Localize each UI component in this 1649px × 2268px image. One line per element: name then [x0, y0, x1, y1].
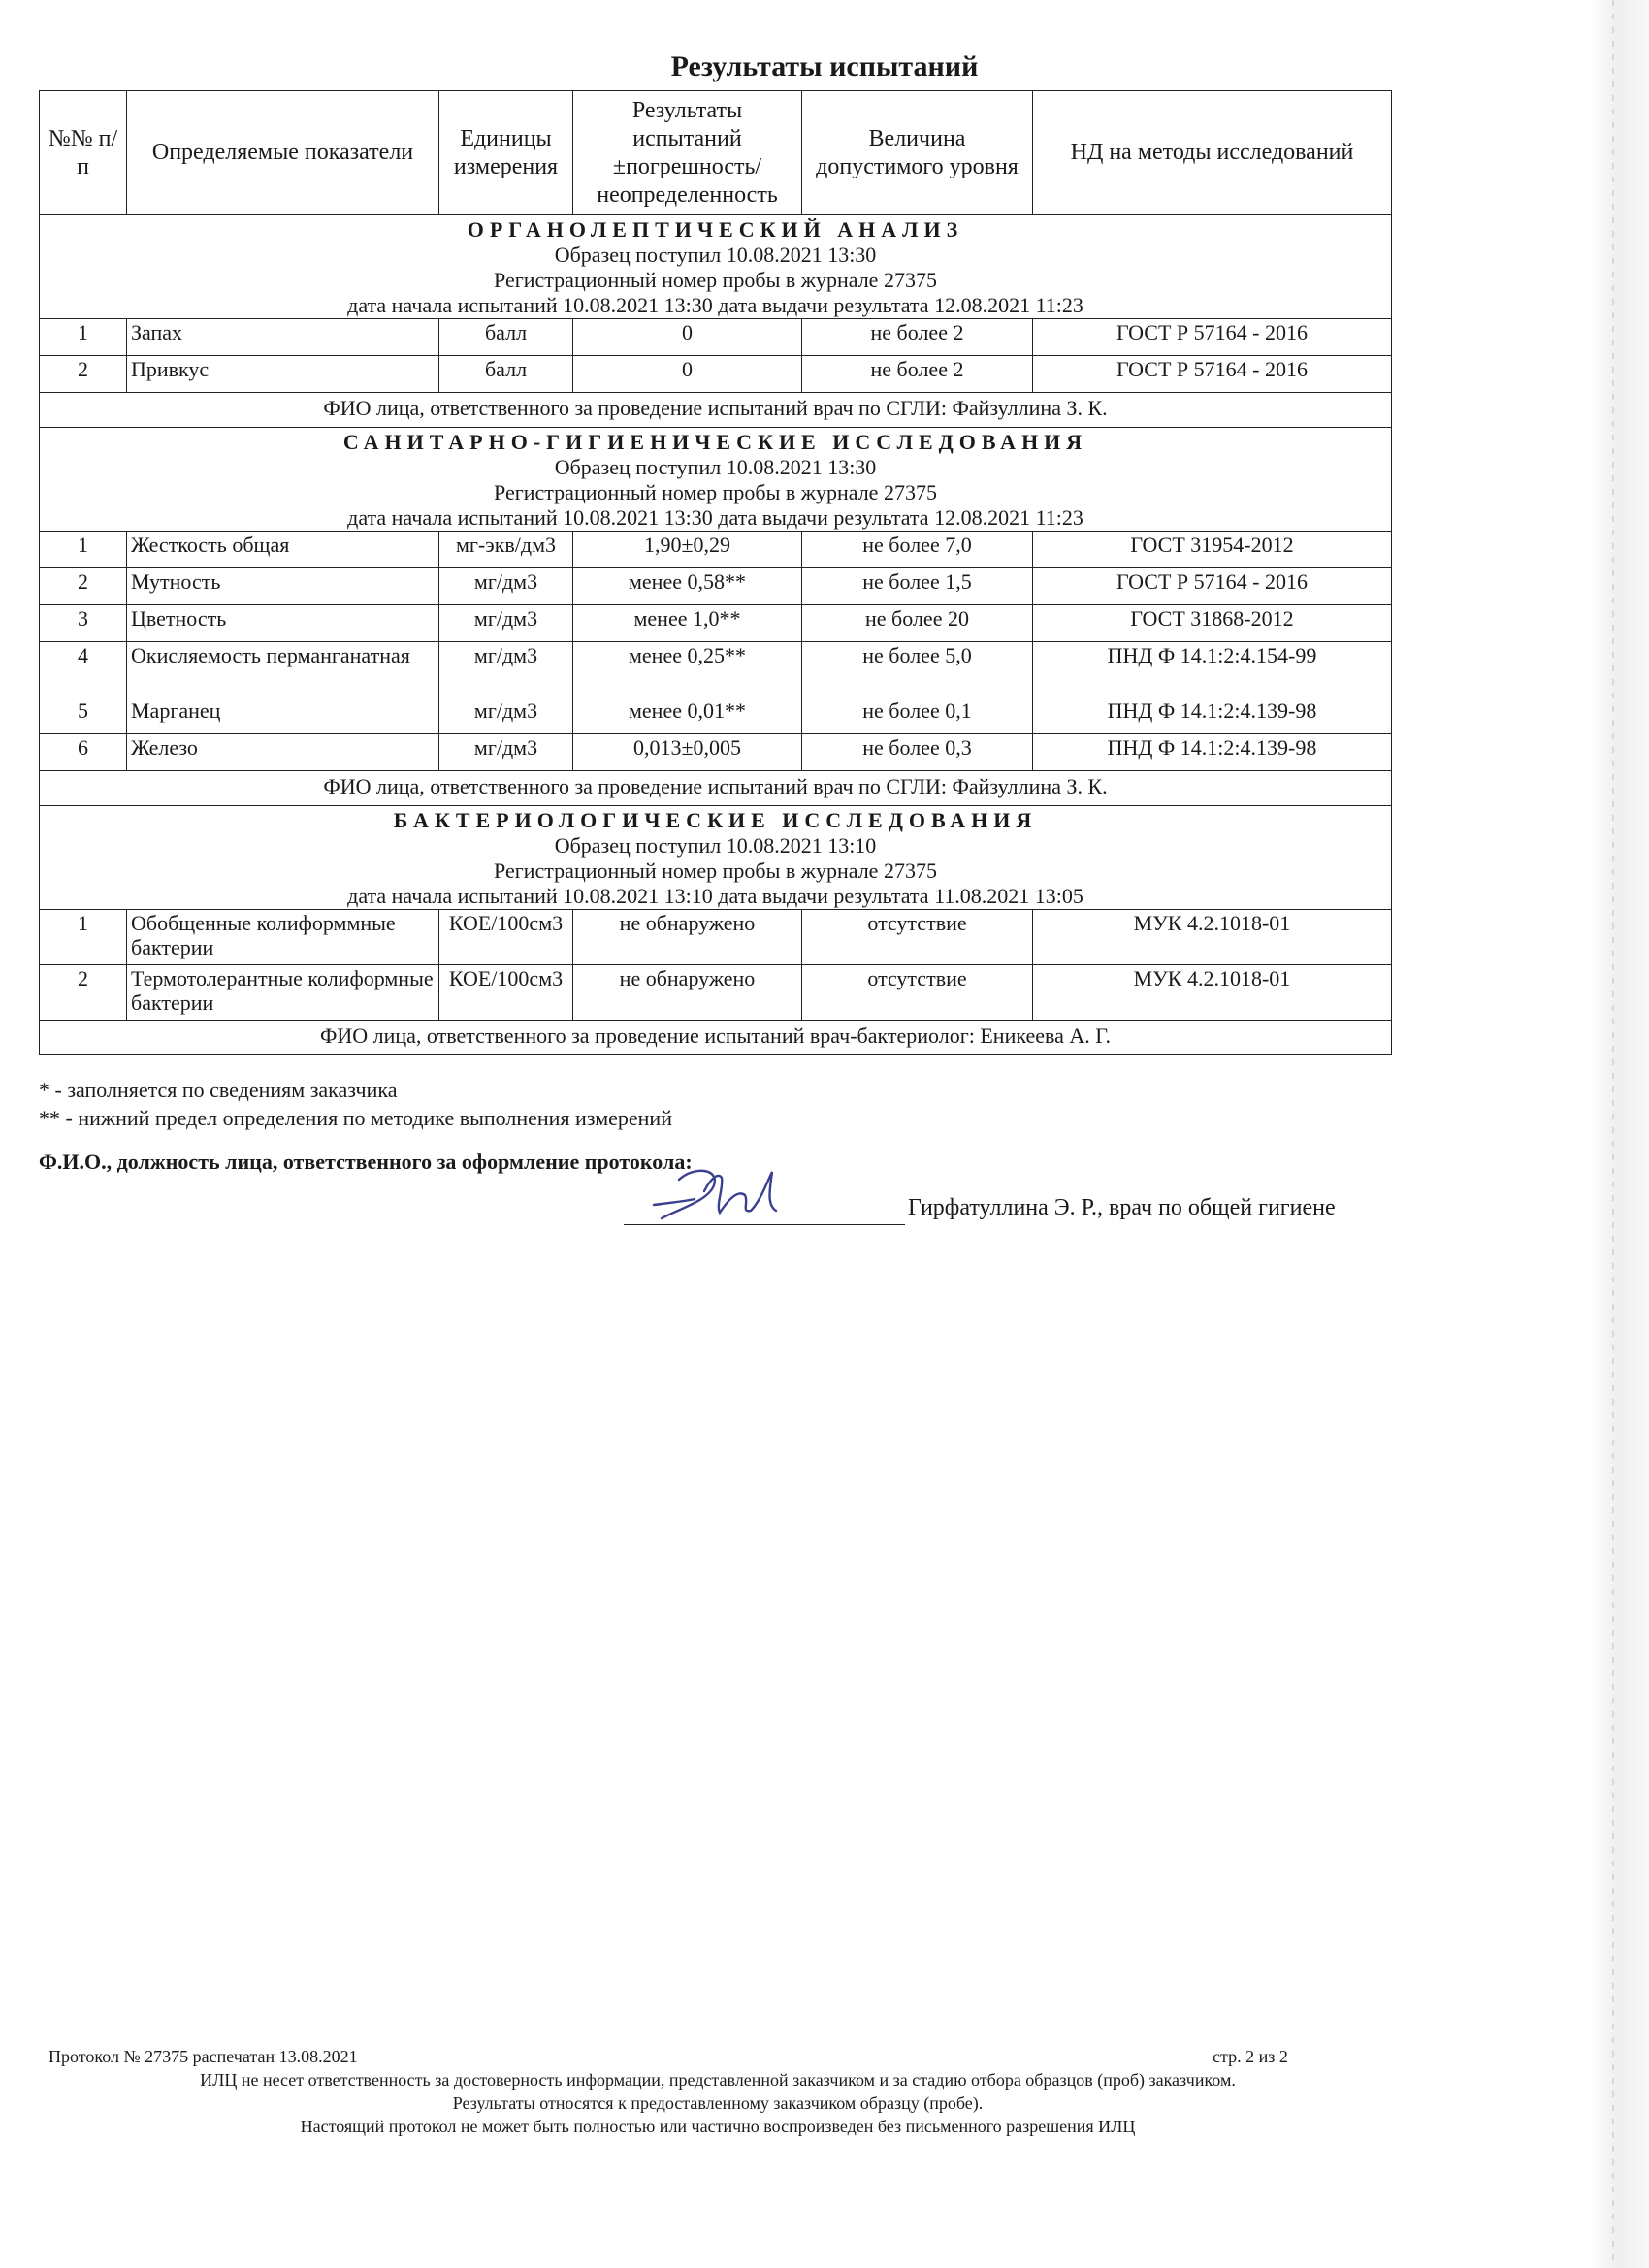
row-number: 2: [40, 965, 127, 1021]
footer-page-number: стр. 2 из 2: [1212, 2047, 1288, 2066]
method-doc: ПНД Ф 14.1:2:4.139-98: [1033, 734, 1392, 771]
row-number: 4: [40, 642, 127, 697]
row-number: 2: [40, 356, 127, 393]
table-row: [40, 697, 1392, 734]
unit: мг-экв/дм3: [439, 532, 573, 568]
table-row: [40, 356, 1392, 393]
responsible-person: ФИО лица, ответственного за проведение испытаний врач по СГЛИ: Файзуллина З. К.: [40, 393, 1392, 428]
table-row: [40, 532, 1392, 568]
footnotes: [39, 1076, 672, 1132]
results-table: [39, 90, 1392, 1055]
indicator-name: Запах: [127, 319, 439, 356]
row-number: 1: [40, 910, 127, 965]
result-value: 0: [573, 356, 802, 393]
row-number: 1: [40, 532, 127, 568]
limit-value: не более 1,5: [802, 568, 1033, 605]
unit: балл: [439, 356, 573, 393]
section-info-line: Образец поступил 10.08.2021 13:30: [554, 243, 877, 267]
unit: мг/дм3: [439, 605, 573, 642]
result-value: не обнаружено: [573, 965, 802, 1021]
row-number: 2: [40, 568, 127, 605]
header-unit: Единицы измерения: [439, 91, 573, 215]
limit-value: не более 7,0: [802, 532, 1033, 568]
indicator-name: Привкус: [127, 356, 439, 393]
header-number: №№ п/п: [40, 91, 127, 215]
section-header: [40, 806, 1392, 910]
row-number: 3: [40, 605, 127, 642]
result-value: менее 0,01**: [573, 697, 802, 734]
responsible-row: [40, 393, 1392, 428]
protocol-responsible-label: Ф.И.О., должность лица, ответственного за оформление протокола:: [39, 1150, 693, 1174]
footnote: ** - нижний предел определения по методике выполнения измерений: [39, 1106, 672, 1130]
header-indicator: Определяемые показатели: [127, 91, 439, 215]
method-doc: ПНД Ф 14.1:2:4.139-98: [1033, 697, 1392, 734]
result-value: менее 0,58**: [573, 568, 802, 605]
method-doc: ГОСТ 31954-2012: [1033, 532, 1392, 568]
indicator-name: Марганец: [127, 697, 439, 734]
limit-value: не более 5,0: [802, 642, 1033, 697]
indicator-name: Окисляемость перманганатная: [127, 642, 439, 697]
row-number: 6: [40, 734, 127, 771]
limit-value: не более 2: [802, 356, 1033, 393]
limit-value: не более 0,3: [802, 734, 1033, 771]
section-title: ОРГАНОЛЕПТИЧЕСКИЙ АНАЛИЗ: [467, 217, 964, 242]
header-result: Результаты испытаний ±погрешность/ неопределенность: [573, 91, 802, 215]
table-row: [40, 319, 1392, 356]
section-info-line: Образец поступил 10.08.2021 13:10: [554, 833, 877, 858]
table-row: [40, 910, 1392, 965]
footer-disclaimer: ИЛЦ не несет ответственность за достоверность информации, представленной заказчиком и за стадию отбора образцов (проб) заказчиком.: [200, 2070, 1236, 2090]
limit-value: не более 20: [802, 605, 1033, 642]
limit-value: не более 2: [802, 319, 1033, 356]
section-header: [40, 428, 1392, 532]
section-title: САНИТАРНО-ГИГИЕНИЧЕСКИЕ ИССЛЕДОВАНИЯ: [342, 430, 1088, 454]
result-value: 1,90±0,29: [573, 532, 802, 568]
responsible-person: ФИО лица, ответственного за проведение испытаний врач по СГЛИ: Файзуллина З. К.: [40, 771, 1392, 806]
table-body: [40, 215, 1392, 1055]
method-doc: МУК 4.2.1018-01: [1033, 965, 1392, 1021]
section-title: БАКТЕРИОЛОГИЧЕСКИЕ ИССЛЕДОВАНИЯ: [393, 808, 1038, 832]
document-title: Результаты испытаний: [670, 50, 979, 82]
result-value: не обнаружено: [573, 910, 802, 965]
responsible-row: [40, 771, 1392, 806]
indicator-name: Железо: [127, 734, 439, 771]
footer-disclaimer: Настоящий протокол не может быть полностью или частично воспроизведен без письменного разрешения ИЛЦ: [300, 2117, 1136, 2136]
table-row: [40, 642, 1392, 697]
unit: мг/дм3: [439, 734, 573, 771]
row-number: 1: [40, 319, 127, 356]
row-number: 5: [40, 697, 127, 734]
table-row: [40, 605, 1392, 642]
section-header-row: [40, 215, 1392, 319]
section-header: [40, 215, 1392, 319]
section-info-line: Регистрационный номер пробы в журнале 27375: [494, 859, 937, 883]
indicator-name: Обобщенные колиформмные бактерии: [127, 910, 439, 965]
scan-edge: [1591, 0, 1649, 2268]
result-value: 0: [573, 319, 802, 356]
method-doc: ГОСТ Р 57164 - 2016: [1033, 356, 1392, 393]
indicator-name: Мутность: [127, 568, 439, 605]
section-info-line: дата начала испытаний 10.08.2021 13:10 дата выдачи результата 11.08.2021 13:05: [347, 884, 1083, 908]
method-doc: ГОСТ Р 57164 - 2016: [1033, 319, 1392, 356]
footer-disclaimer: Результаты относятся к предоставленному заказчиком образцу (пробе).: [452, 2093, 984, 2113]
table-row: [40, 965, 1392, 1021]
table-header-row: [40, 91, 1392, 215]
limit-value: отсутствие: [802, 910, 1033, 965]
section-info-line: дата начала испытаний 10.08.2021 13:30 дата выдачи результата 12.08.2021 11:23: [347, 293, 1083, 317]
section-info-line: Регистрационный номер пробы в журнале 27375: [494, 480, 937, 504]
section-header-row: [40, 806, 1392, 910]
method-doc: ГОСТ 31868-2012: [1033, 605, 1392, 642]
footnote: * - заполняется по сведениям заказчика: [39, 1078, 398, 1102]
result-value: 0,013±0,005: [573, 734, 802, 771]
section-info-line: дата начала испытаний 10.08.2021 13:30 дата выдачи результата 12.08.2021 11:23: [347, 505, 1083, 530]
section-header-row: [40, 428, 1392, 532]
method-doc: ПНД Ф 14.1:2:4.154-99: [1033, 642, 1392, 697]
unit: мг/дм3: [439, 642, 573, 697]
indicator-name: Термотолерантные колиформные бактерии: [127, 965, 439, 1021]
indicator-name: Цветность: [127, 605, 439, 642]
result-value: менее 0,25**: [573, 642, 802, 697]
table-row: [40, 568, 1392, 605]
table-row: [40, 734, 1392, 771]
header-method: НД на методы исследований: [1033, 91, 1392, 215]
protocol-signer: Гирфатуллина Э. Р., врач по общей гигиене: [908, 1195, 1336, 1220]
result-value: менее 1,0**: [573, 605, 802, 642]
method-doc: МУК 4.2.1018-01: [1033, 910, 1392, 965]
footer-protocol-number: Протокол № 27375 распечатан 13.08.2021: [48, 2047, 358, 2066]
responsible-row: [40, 1021, 1392, 1055]
limit-value: не более 0,1: [802, 697, 1033, 734]
unit: КОЕ/100см3: [439, 910, 573, 965]
indicator-name: Жесткость общая: [127, 532, 439, 568]
limit-value: отсутствие: [802, 965, 1033, 1021]
unit: балл: [439, 319, 573, 356]
section-info-line: Регистрационный номер пробы в журнале 27375: [494, 268, 937, 292]
unit: мг/дм3: [439, 697, 573, 734]
header-limit: Величина допустимого уровня: [802, 91, 1033, 215]
responsible-person: ФИО лица, ответственного за проведение испытаний врач-бактериолог: Еникеева А. Г.: [40, 1021, 1392, 1055]
unit: мг/дм3: [439, 568, 573, 605]
section-info-line: Образец поступил 10.08.2021 13:30: [554, 455, 877, 479]
method-doc: ГОСТ Р 57164 - 2016: [1033, 568, 1392, 605]
unit: КОЕ/100см3: [439, 965, 573, 1021]
handwritten-signature: [640, 1162, 805, 1232]
